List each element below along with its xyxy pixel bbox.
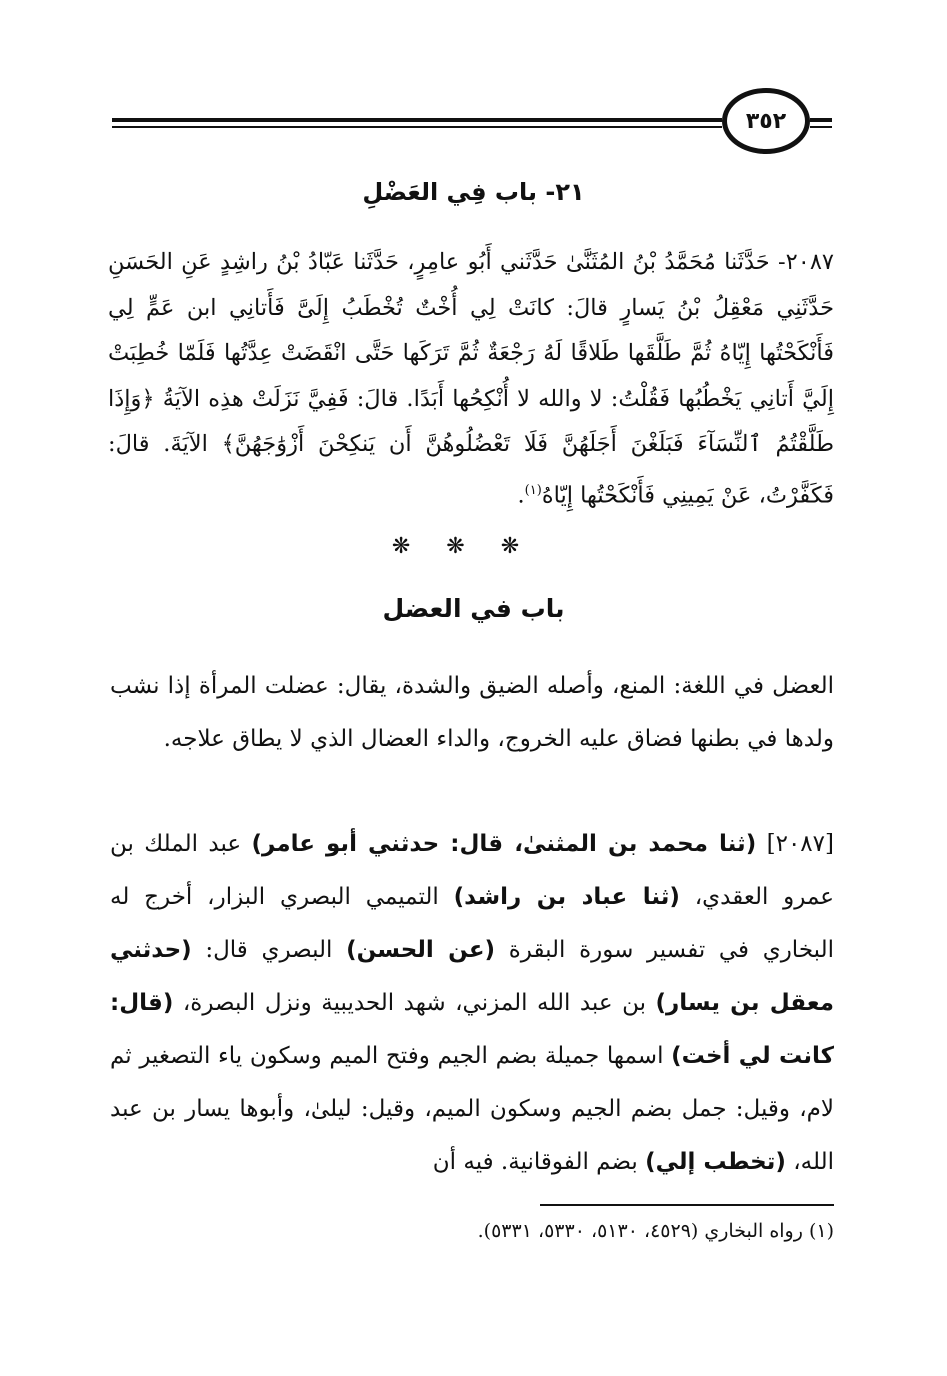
footnote-rule xyxy=(540,1204,834,1206)
chapter-title: ٢١- باب فِي العَضْلِ xyxy=(362,178,585,206)
para2-text-3: التميمي البصري البزار، أخرج له البخاري في تفسير سورة البقرة xyxy=(110,884,835,963)
hadith-body: ٢٠٨٧- حَدَّثَنا مُحَمَّدُ بْنُ المُثَنَّىٰ حَدَّثَني أَبُو عامِرٍ، حَدَّثَنا عَبّادُ بْنُ راشِدٍ عَنِ الحَسَنِ حَدَّثَنِي مَعْقِلُ بْنُ يَسارٍ قالَ: كانَتْ لِي أُخْتٌ تُخْطَبُ إِلَىَّ فَأَتانِي ابن عَمٍّ لِي فَأَنْكَحْتُها إِيّاهُ ثُمَّ طَلَّقَها طَلاقًا لَهُ رَجْعَةٌ ثُمَّ تَرَكَها حَتَّى انْقَضَتْ عِدَّتُها فَلَمّا خُطِبَتْ إِلَيَّ أَتانِي يَخْطُبُها فَقُلْتُ: لا والله لا أُنْكِحُها أَبَدًا. قالَ: فَفِيَّ نَزَلَتْ هذِه الآيَةُ ﴿وَإِذَا طَلَّقْتُمُ ٱلنِّسَآءَ فَبَلَغْنَ أَجَلَهُنَّ فَلَا تَعْضُلُوهُنَّ أَن يَنكِحْنَ أَزْوَٰجَهُنَّ﴾ الآيَةَ. قالَ: فَكَفَّرْتُ، عَنْ يَمِينِي فَأَنْكَحْتُها إِيّاهُ xyxy=(108,249,834,508)
section-separator: ❋❋❋ xyxy=(391,534,556,559)
header-rule-right-thin xyxy=(810,126,832,128)
para2-bold-4: (حدثني معقل بن يسار) xyxy=(110,937,835,1016)
header-rule-thin xyxy=(112,126,722,128)
header-rule-thick xyxy=(112,118,722,122)
para2-bold-1: (ثنا محمد بن المثنىٰ، قال: حدثني أبو عامر) xyxy=(251,831,757,857)
page-number: ٣٥٢ xyxy=(722,88,810,154)
para2-text-5: بن عبد الله المزني، شهد الحديبية ونزل البصرة، xyxy=(173,990,656,1016)
hadith-end: . xyxy=(517,482,525,508)
para2-bold-3: (عن الحسن) xyxy=(346,937,496,963)
para2-text-6: اسمها جميلة بضم الجيم وفتح الميم وسكون ياء التصغير ثم لام، وقيل: جمل بضم الجيم وسكون الميم، وقيل: ليلىٰ، وأبوها يسار بن عبد الله، xyxy=(110,1043,834,1175)
header-rule-right-thick xyxy=(810,118,832,122)
commentary-paragraph-1: العضل في اللغة: المنع، وأصله الضيق والشدة، يقال: عضلت المرأة إذا نشب ولدها في بطنها فضاق عليه الخروج، والداء العضال الذي لا يطاق علاجه. xyxy=(110,673,834,752)
para2-text-2: عبد الملك بن عمرو العقدي، xyxy=(110,831,835,910)
footnote-reference: (١) xyxy=(524,482,542,498)
para2-text-1: [٢٠٨٧] xyxy=(756,831,834,857)
para2-bold-5: (قال: كانت لي أخت) xyxy=(110,990,834,1069)
footnote: (١) رواه البخاري (٤٥٢٩، ٥١٣٠، ٥٣٣٠، ٥٣٣١). xyxy=(477,1220,834,1242)
para2-bold-6: (تخطب إلي) xyxy=(645,1149,786,1175)
para2-text-4: البصري قال: xyxy=(191,937,347,963)
commentary-paragraph-2 xyxy=(110,818,834,1189)
para2-bold-2: (ثنا عباد بن راشد) xyxy=(453,884,680,910)
section-title: باب في العضل xyxy=(382,594,565,623)
hadith-text xyxy=(108,240,834,519)
page-header xyxy=(112,86,832,162)
para2-text-7: بضم الفوقانية. فيه أن xyxy=(432,1149,646,1175)
